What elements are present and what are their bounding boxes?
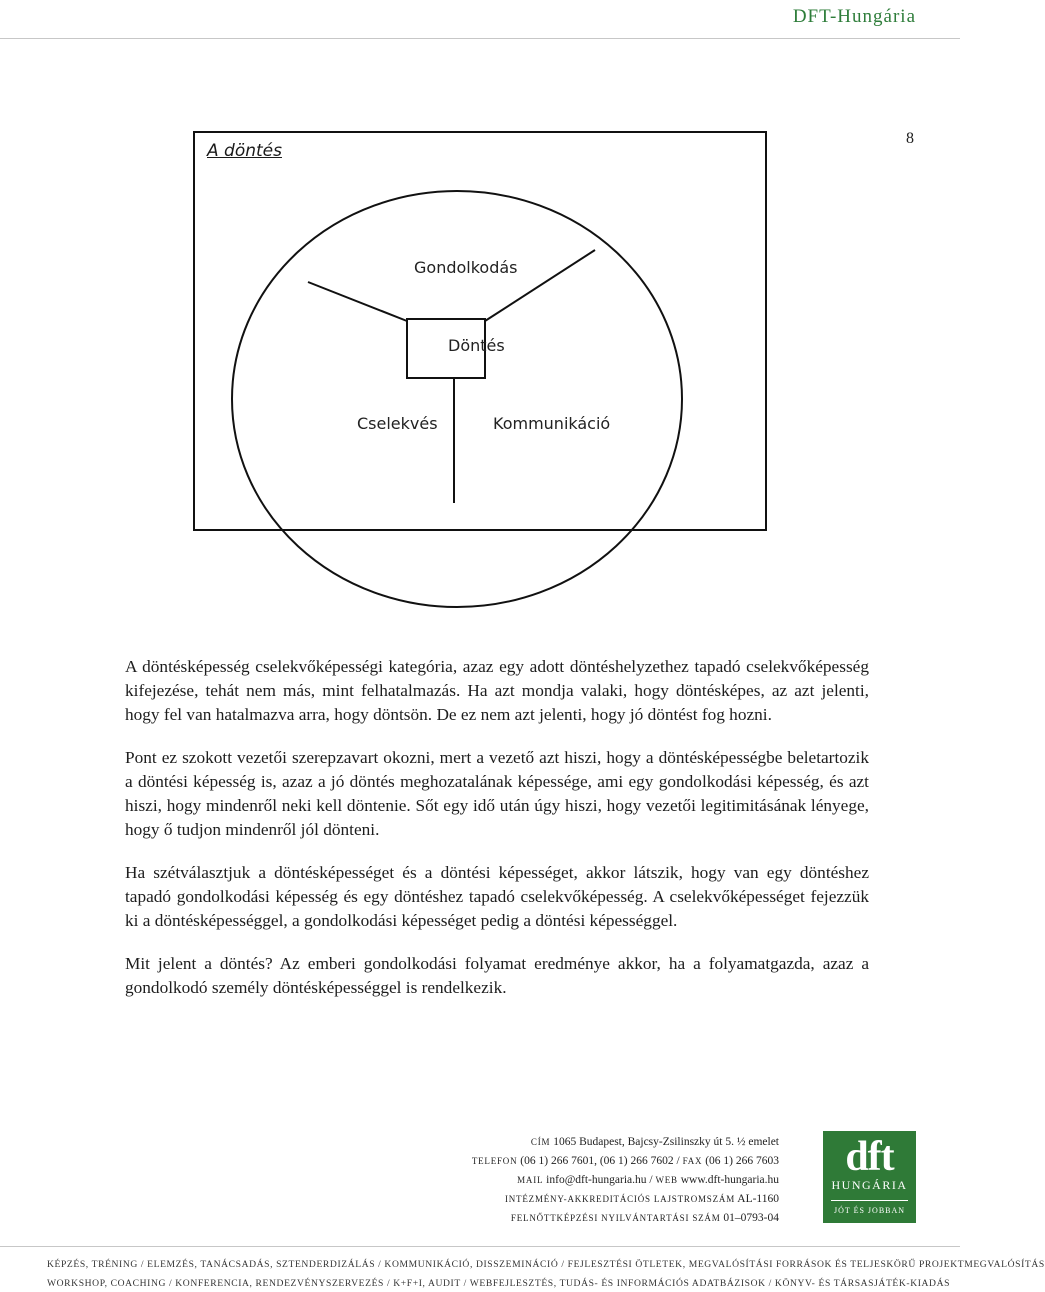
label-communication: Kommunikáció [493, 414, 611, 433]
diagram-spoke-left [308, 282, 407, 321]
contact-address: CÍM 1065 Budapest, Bajcsy-Zsilinszky út 5. ½ emelet [530, 1136, 779, 1148]
brand-name: DFT-Hungária [792, 6, 916, 27]
paragraph: Ha szétválasztjuk a döntésképességet és a döntési képességet, akkor látszik, hogy van egy döntéshez tapadó gondolkodási képesség és egy döntéshez tapadó cselekvőképesség. A cselekvőképességet fejezzük ki a döntésképességgel, a gondolkodási képességet pedig a döntési képességgel. [125, 863, 869, 930]
paragraph: Mit jelent a döntés? Az emberi gondolkodási folyamat eredménye akkor, ha a folyamatgazda, azaz a gondolkodó személy döntésképességgel is rendelkezik. [125, 954, 869, 997]
logo-main: dft [845, 1134, 894, 1180]
dft-logo [823, 1131, 916, 1223]
body-text [125, 655, 869, 1019]
contact-registration: FELNŐTTKÉPZÉSI NYILVÁNTARTÁSI SZÁM 01–0793-04 [510, 1212, 779, 1224]
paragraph: Pont ez szokott vezetői szerepzavart okozni, mert a vezető azt hiszi, hogy a döntésképességbe beletartozik a döntési képesség is, azaz a jó döntés meghozatalának képessége, ami egy gondolkodási képesség, és azt hiszi, hogy mindenről neki kell döntenie. Sőt egy idő után úgy hiszi, hogy vezetői legitimitásának lényege, hogy ő tudjon mindenről jól dönteni. [125, 748, 869, 839]
label-thinking: Gondolkodás [414, 258, 518, 277]
footer-contact [472, 1133, 779, 1228]
label-decision: Döntés [448, 336, 505, 355]
header-divider [0, 38, 960, 39]
diagram-title: A döntés [207, 141, 282, 161]
contact-mail: MAIL info@dft-hungaria.hu / WEB www.dft-hungaria.hu [517, 1174, 779, 1186]
services-line-2: WORKSHOP, COACHING / KONFERENCIA, RENDEZVÉNYSZERVEZÉS / K+F+I, AUDIT / WEBFEJLESZTÉS, TUDÁS- ÉS INFORMÁCIÓS ADATBÁZISOK / KÖNYV- ÉS TÁRSASJÁTÉK-KIADÁS [47, 1278, 951, 1289]
paragraph: A döntésképesség cselekvőképességi kategória, azaz egy adott döntéshelyzethez tapadó cselekvőképesség kifejezése, tehát nem más, mint felhatalmazás. Ha azt mondja valaki, hogy döntésképes, az azt jelenti, hogy fel van hatalmazva arra, hogy döntsön. De ez nem azt jelenti, hogy jó döntést fog hozni. [125, 657, 869, 724]
label-action: Cselekvés [357, 414, 438, 433]
contact-phone: TELEFON (06 1) 266 7601, (06 1) 266 7602 / FAX (06 1) 266 7603 [471, 1155, 779, 1167]
contact-accreditation: INTÉZMÉNY-AKKREDITÁCIÓS LAJSTROMSZÁM AL-1160 [504, 1193, 779, 1205]
page-number: 8 [906, 130, 914, 147]
logo-tagline: JÓT ÉS JOBBAN [831, 1200, 908, 1215]
diagram-circle [232, 191, 682, 607]
logo-sub: HUNGÁRIA [831, 1178, 908, 1192]
services-line-1: KÉPZÉS, TRÉNING / ELEMZÉS, TANÁCSADÁS, SZTENDERDIZÁLÁS / KOMMUNIKÁCIÓ, DISSZEMINÁCIÓ / FEJLESZTÉSI ÖTLETEK, MEGVALÓSÍTÁSI FORRÁSOK ÉS TELJESKÖRŰ PROJEKTMEGVALÓSÍTÁS [47, 1259, 1045, 1270]
diagram-graphic [195, 133, 765, 529]
decision-diagram [193, 131, 767, 531]
footer-divider [0, 1246, 960, 1247]
